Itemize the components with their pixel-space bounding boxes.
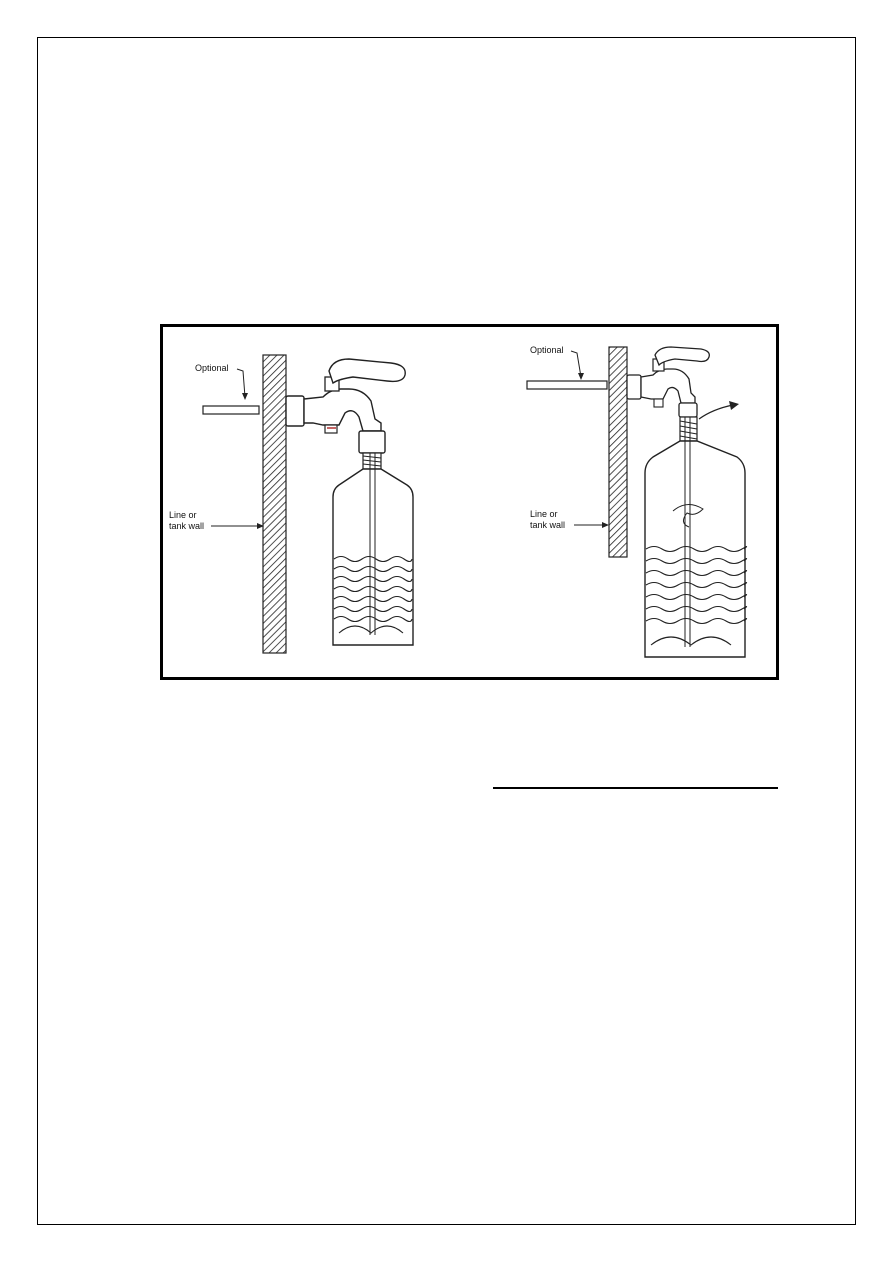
sampling-tap-diagram bbox=[163, 327, 776, 677]
left-optional-pipe bbox=[203, 406, 259, 414]
right-vent-arrow bbox=[699, 405, 733, 419]
left-wall-label-line1: Line or bbox=[169, 510, 197, 520]
right-wall-label-line1: Line or bbox=[530, 509, 558, 519]
right-wall-fitting bbox=[627, 375, 641, 399]
right-panel bbox=[527, 345, 747, 657]
left-wall-fitting bbox=[286, 396, 304, 426]
left-tank-wall bbox=[263, 355, 286, 653]
left-wall-label-line2: tank wall bbox=[169, 521, 205, 531]
right-wall-label-line2: tank wall bbox=[530, 520, 566, 530]
right-valve-body bbox=[641, 369, 695, 403]
right-valve-handle bbox=[655, 347, 709, 365]
left-valve-handle bbox=[329, 359, 405, 383]
figure-frame bbox=[160, 324, 779, 680]
blank-underline bbox=[493, 787, 778, 789]
right-outlet-nut bbox=[679, 403, 697, 417]
left-outlet-nut bbox=[359, 431, 385, 453]
right-optional-label: Optional bbox=[530, 345, 564, 355]
left-valve-body bbox=[304, 389, 381, 431]
right-drain-nut bbox=[654, 399, 663, 407]
left-panel bbox=[169, 355, 413, 653]
left-optional-label: Optional bbox=[195, 363, 229, 373]
right-tank-wall bbox=[609, 347, 627, 557]
right-optional-pipe bbox=[527, 381, 607, 389]
left-drain-nut bbox=[325, 425, 337, 433]
left-optional-arrow bbox=[237, 369, 245, 397]
